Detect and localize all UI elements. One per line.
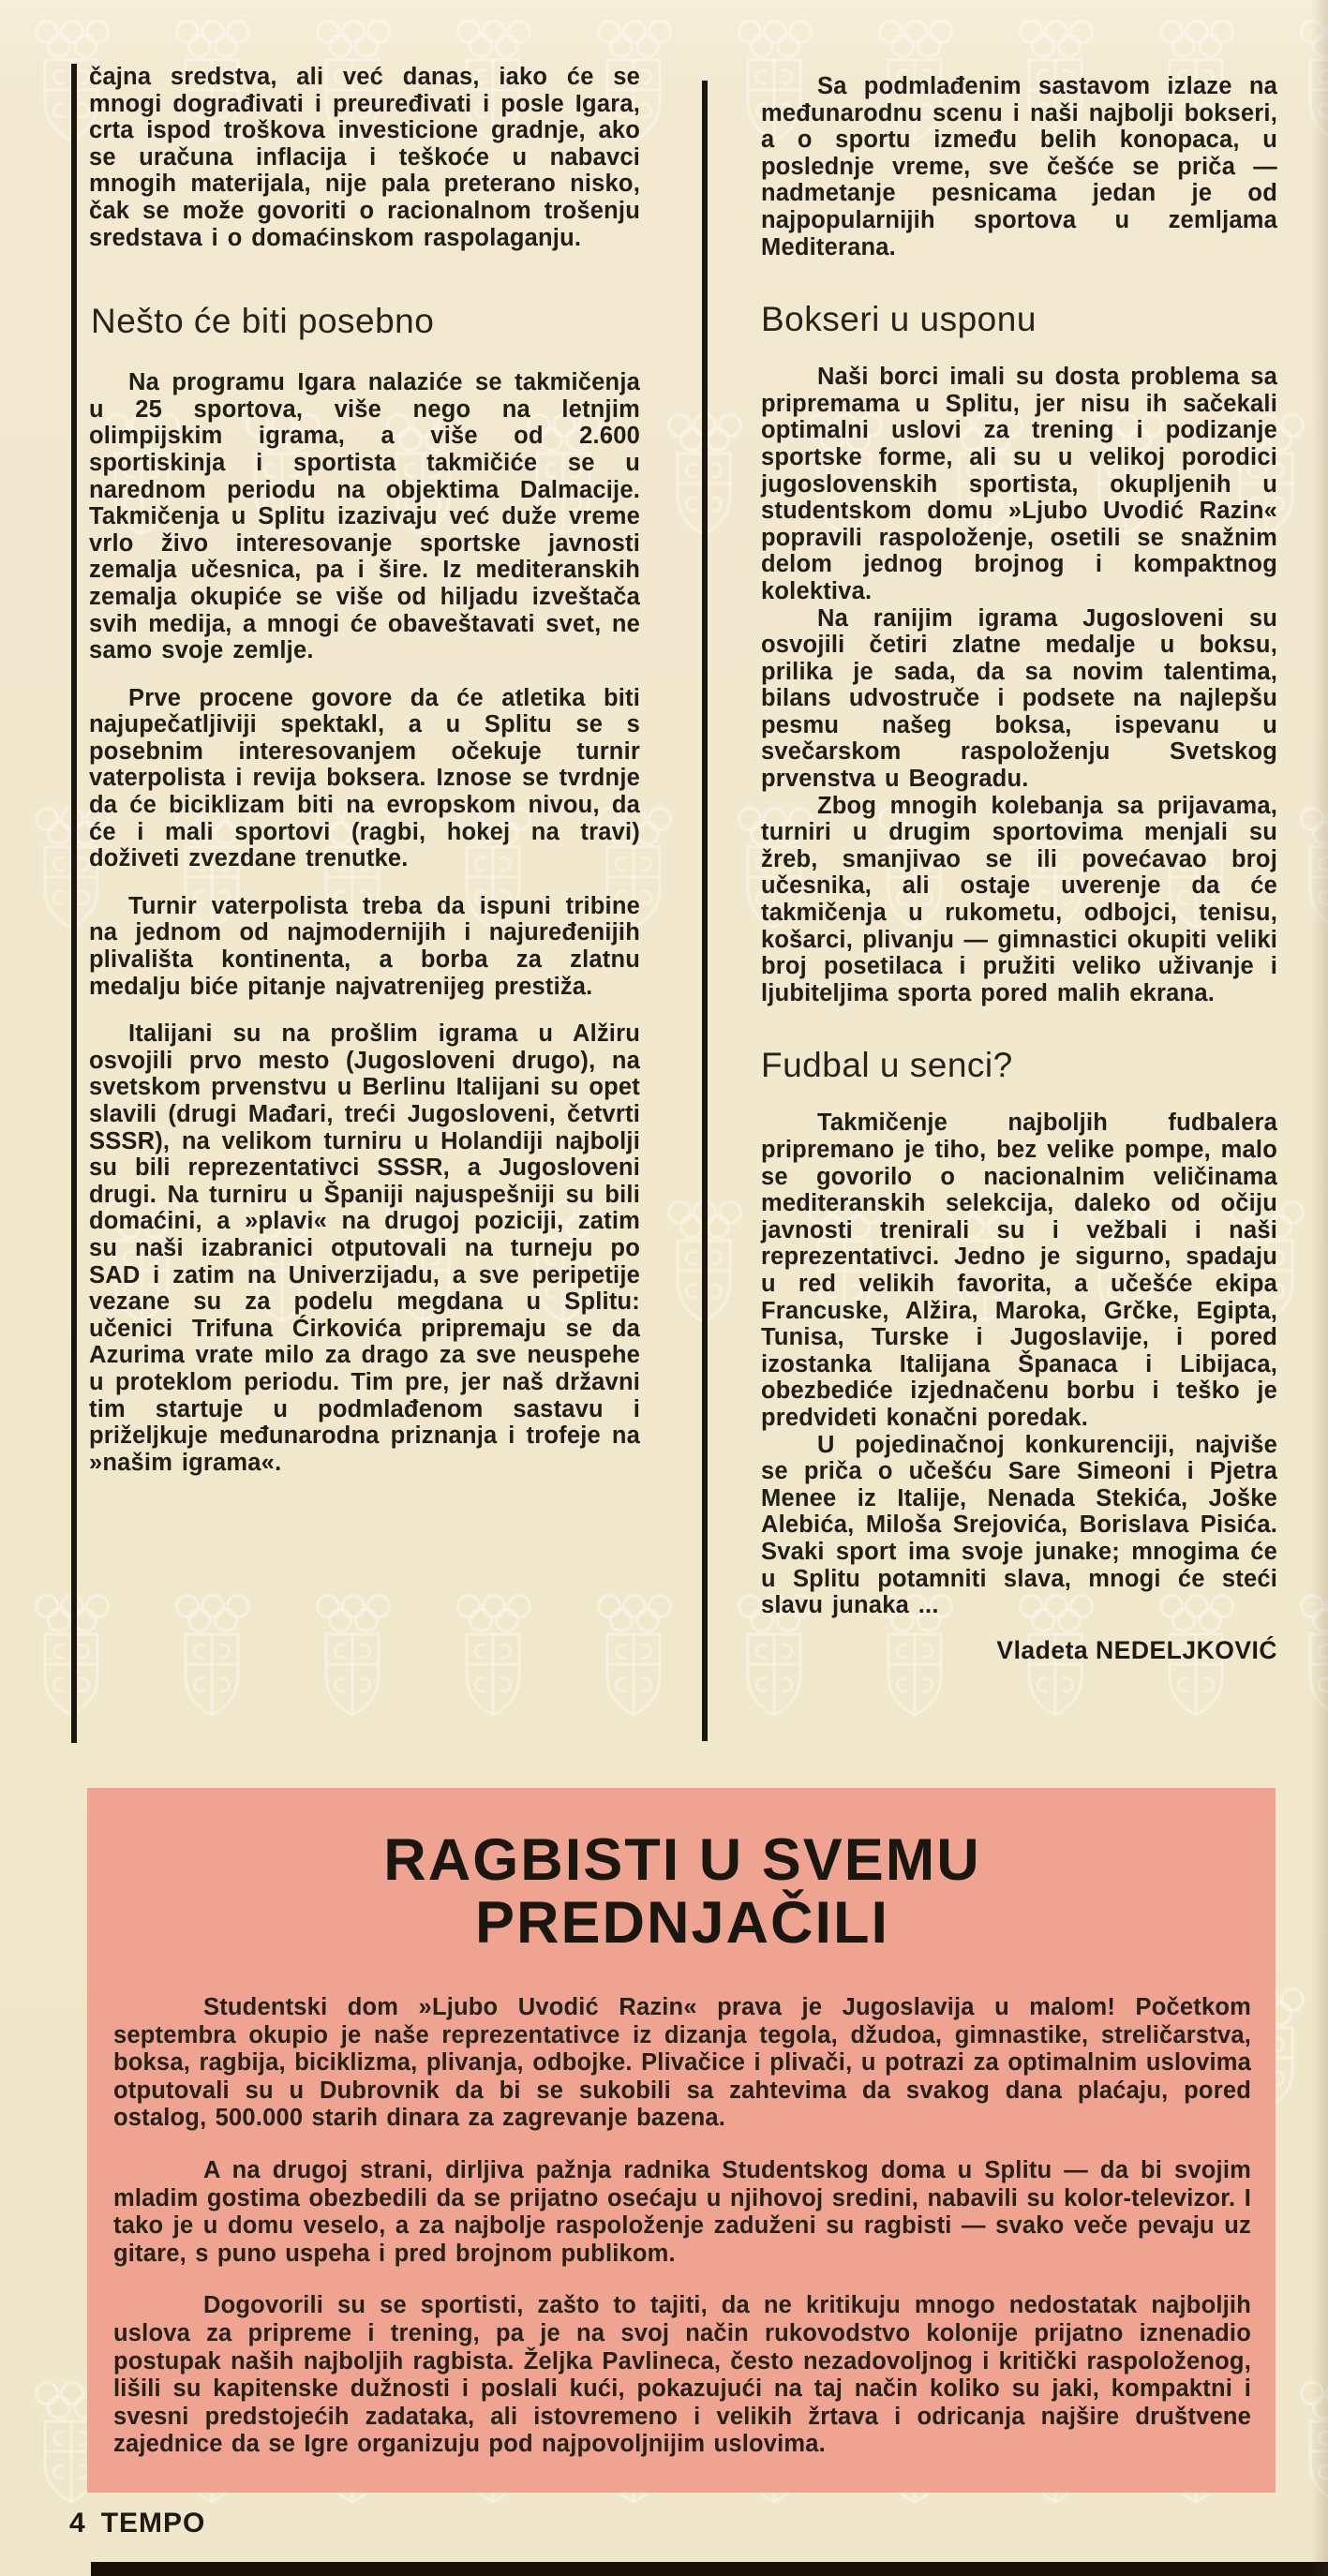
paragraph: A na drugoj strani, dirljiva pažnja radnika Studentskog doma u Splitu — da bi svojim mladim gostima obezbedili da se prijatno osećaju u njihovoj sredini, nabavili su kolor-televizor. I tako je u domu veselo, a za najbolje raspoloženje zaduženi su ragbisti — svako veče pevaju uz gitare, s puno uspeha i pred brojnom publikom. bbox=[113, 2156, 1251, 2267]
article-column-right bbox=[761, 73, 1277, 1665]
feature-box-title bbox=[113, 1829, 1251, 1955]
watermark bbox=[321, 1630, 383, 1719]
watermark bbox=[314, 1593, 393, 1636]
paragraph: čajna sredstva, ali već danas, iako će se mnogi dograđivati i preuređivati i posle Igara, crta ispod troškova investicione gradnje, ako se uračuna inflacija i teškoće u nabavci mnogih materijala, nije pala preterano nisko, čak se može govoriti o racionalnom trošenju sredstava i o domaćinskom raspolaganju. bbox=[89, 64, 640, 251]
section-heading: Nešto će biti posebno bbox=[91, 302, 435, 341]
paragraph: Zbog mnogih kolebanja sa prijavama, turniri u drugim sportovima menjali su žreb, smanjivao se ili povećavao broj učesnika, ali ostaje uverenje da će takmičenja u rukometu, odbojci, tenisu, košarci, plivanju — gimnastici okupiti veliki broj posetilaca i pružiti veliko uživanje i ljubiteljima sporta pored malih ekrana. bbox=[761, 792, 1277, 1006]
olympic-rings-icon bbox=[595, 19, 674, 62]
column-divider-rule bbox=[702, 81, 708, 1741]
page-footer bbox=[69, 2508, 205, 2539]
olympic-rings-icon bbox=[173, 19, 252, 62]
watermark bbox=[173, 19, 252, 62]
watermark bbox=[876, 19, 955, 62]
coat-of-arms-icon bbox=[603, 1630, 664, 1719]
olympic-rings-icon bbox=[314, 1593, 393, 1636]
paragraph: Dogovorili su se sportisti, zašto to tajiti, da ne kritikuju mnogo nedostatak najboljih uslova za pripreme i trening, pa je na svoj način rukovodstvo kolonije prijatno iznenadio postupak naših najboljih ragbista. Željka Pavlineca, često nezadovoljnog i kritički raspoloženog, lišili su kapitenske dužnosti i poslali kući, pokazujući na taj način koliko su jaki, kompaktni i svesni predstojećih zadataka, ali istovremeno i velikih žrtava i odricanja najšire društvene zajednice da se Igre organizuju pod najpovoljnijim uslovima. bbox=[113, 2292, 1251, 2458]
paragraph: Prve procene govore da će atletika biti najupečatljiviji spektakl, a u Splitu se s posebnim interesovanjem očekuje turnir vaterpolista i revija boksera. Iznose se tvrdnje da će biciklizam biti na evropskom nivou, da će i mali sportovi (ragbi, hokej na travi) doživeti zvezdane trenutke. bbox=[89, 684, 640, 872]
watermark bbox=[595, 19, 674, 62]
paragraph: Italijani su na prošlim igrama u Alžiru osvojili prvo mesto (Jugosloveni drugo), na svetskom prvenstvu u Berlinu Italijani su opet slavili (drugi Mađari, treći Jugosloveni, četvrti SSSR), na velikom turniru u Holandiji najbolji su bili reprezentativci SSSR, a Jugosloveni drugi. Na turniru u Španiji najuspešniji su bili domaćini, a »plavi« na drugoj poziciji, zatim su naši izabranici otputovali na turneju po SAD i zatim na Univerzijadu, a sve peripetije vezane su za podelu megdana u Splitu: učenici Trifuna Ćirkovića pripremaju se da Azurima vrate milo za drago za sve neuspehe u proteklom periodu. Tim pre, jer naš državni tim startuje u podmlađenom sastavu i priželjkuje međunarodna priznanja i trofeje na »našim igrama«. bbox=[89, 1020, 640, 1476]
watermark bbox=[595, 1593, 674, 1636]
watermark bbox=[181, 1630, 243, 1719]
scan-edge-right bbox=[1311, 0, 1328, 2576]
paragraph: Na ranijim igrama Jugosloveni su osvojili četiri zlatne medalje u boksu, prilika je sada, da sa novim talentima, bilans udvostruče i podsete na najlepšu pesmu našeg boksa, ispevanu u svečarskom raspoloženju Svetskog prvenstva u Beogradu. bbox=[761, 604, 1277, 793]
olympic-rings-icon bbox=[173, 1593, 252, 1636]
feature-box-title-line: PREDNJAČILI bbox=[474, 1890, 890, 1956]
feature-box bbox=[87, 1788, 1276, 2493]
section-heading: Fudbal u senci? bbox=[761, 1046, 1013, 1085]
olympic-rings-icon bbox=[1017, 19, 1096, 62]
watermark bbox=[33, 19, 112, 62]
watermark bbox=[455, 1593, 533, 1636]
paragraph: Sa podmlađenim sastavom izlaze na međunarodnu scenu i naši najbolji bokseri, a o sportu između belih konopaca, u poslednje vreme, sve češće se priča — nadmetanje pesnicama jedan je od najpopularnijih sportova u zemljama Mediterana. bbox=[761, 73, 1277, 261]
olympic-rings-icon bbox=[455, 19, 533, 62]
section-heading: Bokseri u usponu bbox=[761, 300, 1037, 339]
paragraph: Studentski dom »Ljubo Uvodić Razin« prava je Jugoslavija u malom! Početkom septembra okupio je naše reprezentativce iz dizanja tegola, džudoa, gimnastike, streličarstva, boksa, ragbija, biciklizma, plivanja, odbojke. Plivačice i plivači, u potrazi za optimalnim uslovima otputovali su u Dubrovnik da bi se sukobili sa zahtevima da svakog dana plaćaju, pored ostalog, 500.000 starih dinara za zagrevanje bazena. bbox=[113, 1994, 1251, 2132]
magazine-name: TEMPO bbox=[100, 2508, 206, 2539]
byline: Vladeta NEDELJKOVIĆ bbox=[996, 1635, 1277, 1664]
article-column-left bbox=[89, 64, 640, 1496]
olympic-rings-icon bbox=[314, 19, 393, 62]
feature-box-title-line: RAGBISTI U SVEMU bbox=[383, 1827, 981, 1893]
olympic-rings-icon bbox=[33, 19, 112, 62]
paragraph: Turnir vaterpolista treba da ispuni tribine na jednom od najmodernijih i najuređenijih plivališta kontinenta, a borba za zlatnu medalju biće pitanje najvatrenijeg prestiža. bbox=[89, 892, 640, 1000]
coat-of-arms-icon bbox=[181, 1630, 243, 1719]
coat-of-arms-icon bbox=[321, 1630, 383, 1719]
olympic-rings-icon bbox=[736, 19, 814, 62]
watermark bbox=[1017, 19, 1096, 62]
watermark bbox=[173, 1593, 252, 1636]
paragraph: Takmičenje najboljih fudbalera pripremano je tiho, bez velike pompe, malo se govorilo o nacionalnim veličinama mediteranskih selekcija, daleko od očiju javnosti trenirali su i vežbali i naši reprezentativci. Jedno je sigurno, spadaju u red velikih favorita, a učešće ekipa Francuske, Alžira, Maroka, Grčke, Egipta, Tunisa, Turske i Jugoslavije, i pored izostanka Italijana Španaca i Libijaca, obezbediće izjednačenu borbu i teško je predvideti konačni poredak. bbox=[761, 1109, 1277, 1431]
olympic-rings-icon bbox=[455, 1593, 533, 1636]
olympic-rings-icon bbox=[876, 19, 955, 62]
column-rule-left bbox=[71, 64, 77, 1743]
watermark bbox=[1157, 19, 1236, 62]
watermark bbox=[455, 19, 533, 62]
coat-of-arms-icon bbox=[462, 1630, 524, 1719]
olympic-rings-icon bbox=[595, 1593, 674, 1636]
paragraph: U pojedinačnoj konkurenciji, najviše se priča o učešću Sare Simeoni i Pjetra Menee iz Italije, Nenada Stekića, Joške Alebića, Miloša Srejovića, Borislava Pisića. Svaki sport ima svoje junake; mnogima će u Splitu potamniti slava, mnogi će steći slavu junaka ... bbox=[761, 1431, 1277, 1619]
paragraph: Na programu Igara nalaziće se takmičenja u 25 sportova, više nego na letnjim olimpijskim igrama, a više od 2.600 sportiskinja i sportista takmičiće se u narednom periodu na objektima Dalmacije. Takmičenja u Splitu izazivaju već duže vreme vrlo živo interesovanje sportske javnosti zemalja učesnica, pa i šire. Iz mediteranskih zemalja okupiće se više od hiljadu izveštača svih medija, a mnogi će obaveštavati svet, ne samo svoje zemlje. bbox=[89, 369, 640, 664]
page-number: 4 bbox=[69, 2508, 86, 2539]
olympic-rings-icon bbox=[1157, 19, 1236, 62]
watermark bbox=[314, 19, 393, 62]
paragraph: Naši borci imali su dosta problema sa pripremama u Splitu, jer nisu ih sačekali optimalni uslovi za trening i podizanje sportske forme, ali su u velikoj porodici jugoslovenskih sportista, okupljenih u studentskom domu »Ljubo Uvodić Razin« popravili raspoloženje, osetili se snažnim delom jednog brojnog i kompaktnog kolektiva. bbox=[761, 364, 1277, 604]
watermark bbox=[462, 1630, 524, 1719]
scan-edge-bottom bbox=[91, 2562, 1328, 2576]
watermark bbox=[736, 19, 814, 62]
watermark bbox=[603, 1630, 664, 1719]
